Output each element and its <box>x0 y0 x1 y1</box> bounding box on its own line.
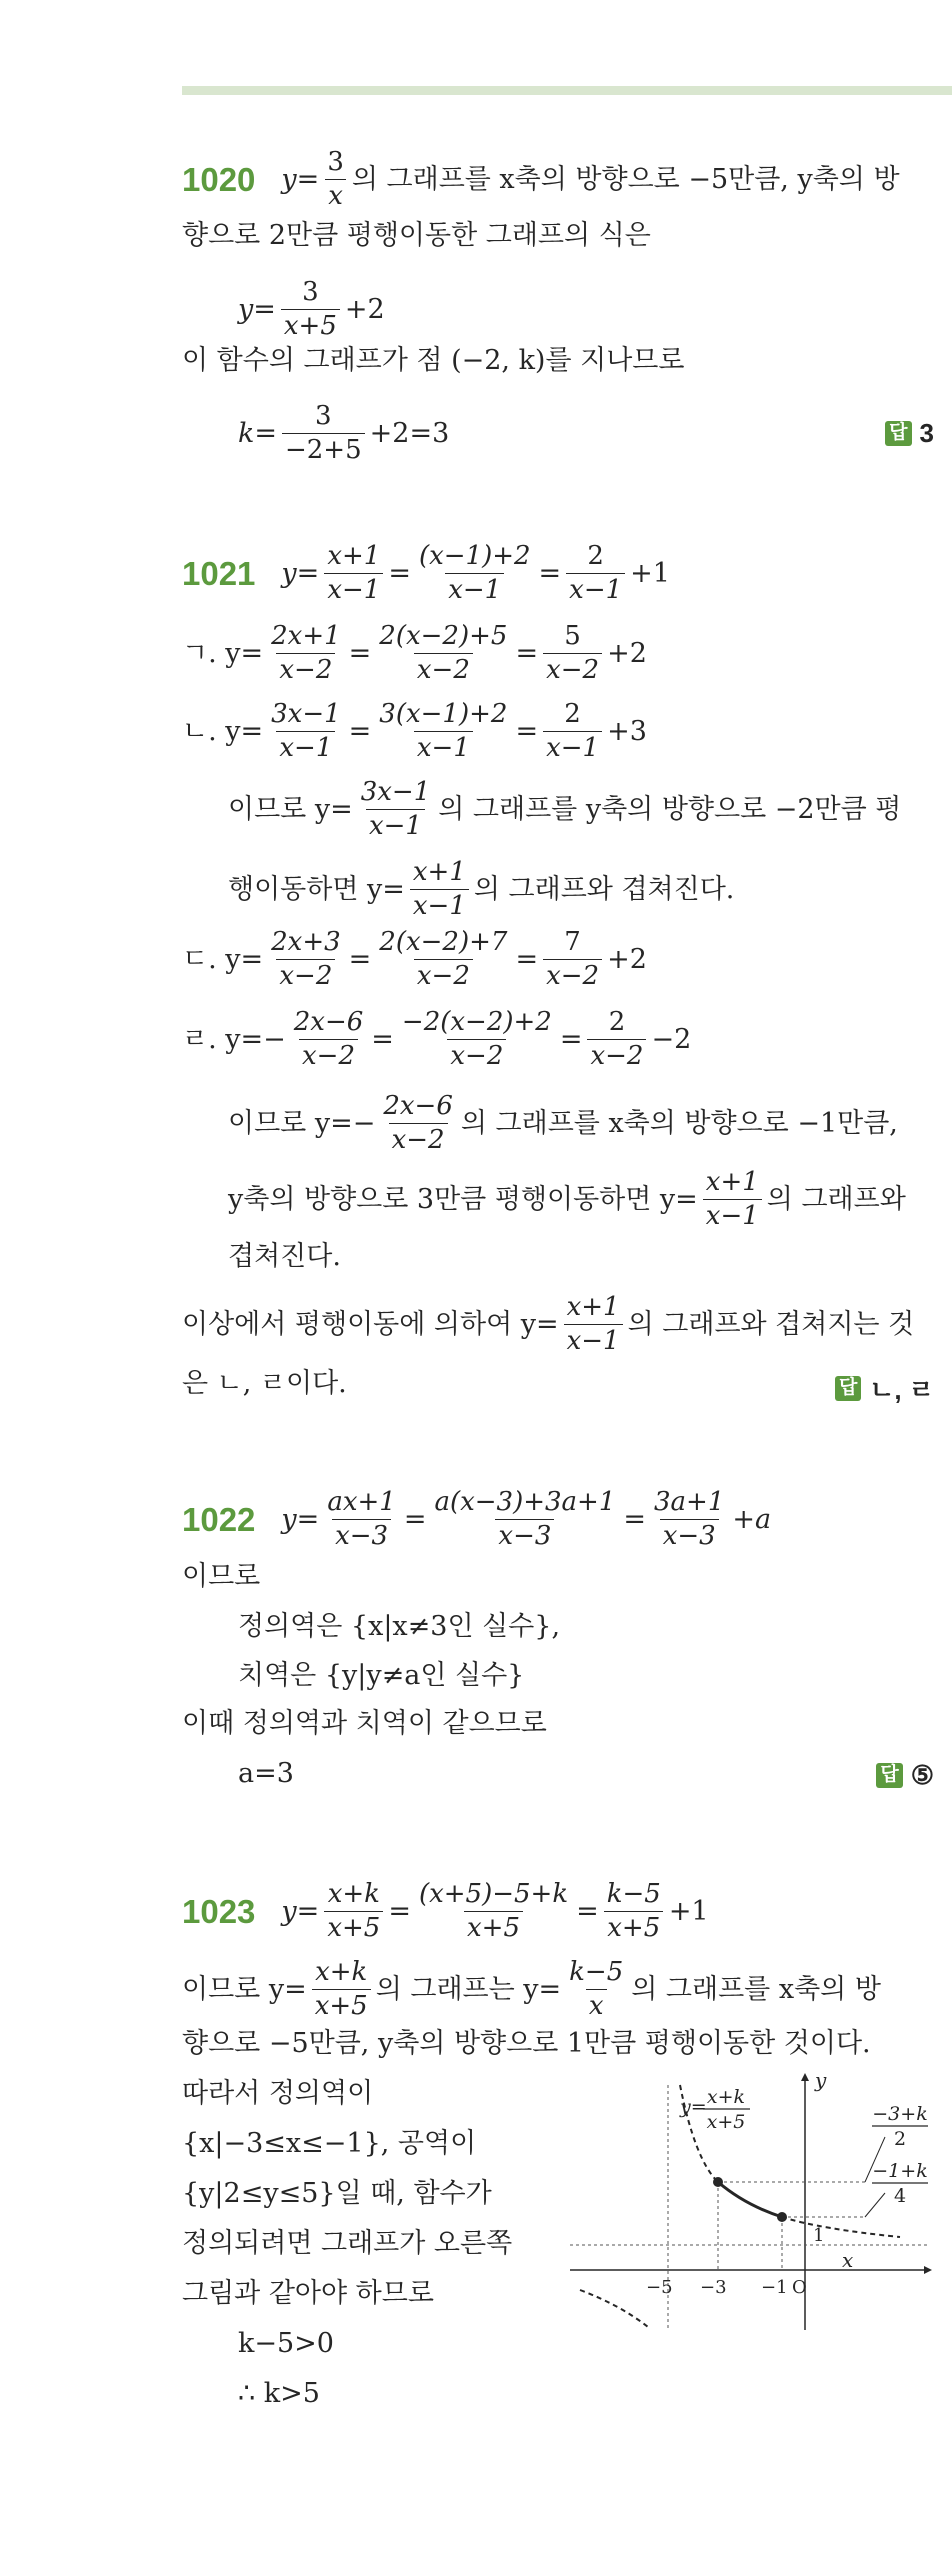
problem-number-1021: 1021 <box>182 555 256 593</box>
text: 의 그래프를 x축의 방향으로 −5만큼, y축의 방 <box>351 164 900 196</box>
text: y= <box>281 164 320 196</box>
p1021-line6: ㄷ. y= $\frac{2x+3}{x-2}$ = $\frac{2(x-2)+7}{x-2}$ = $\frac{7}{x-2}$ +2 <box>182 927 647 992</box>
p1022-line6: a=3 <box>238 1758 294 1789</box>
curve-label-denominator: x+5 <box>706 2111 746 2133</box>
origin-label: O <box>792 2277 807 2298</box>
p1023-line10: ∴ k>5 <box>238 2378 320 2409</box>
p1023-line5: {x|−3≤x≤−1}, 공역이 <box>182 2128 477 2159</box>
answer-badge: 답 <box>885 421 911 446</box>
y-axis-arrow-icon <box>801 2073 809 2081</box>
p1021-line5: 행이동하면 y= $\frac{x+1}{x-1}$ 의 그래프와 겹쳐진다. <box>228 857 735 922</box>
p1021-line1: 1021 y= $\frac{x+1}{x-1}$ = $\frac{(x-1)+2}{x-1}$ = $\frac{2}{x-1}$ +1 <box>182 541 670 606</box>
p1022-line2: 이므로 <box>182 1561 261 1592</box>
p1021-line3: ㄴ. y= $\frac{3x-1}{x-1}$ = $\frac{3(x-1)+2}{x-1}$ = $\frac{2}{x-1}$ +3 <box>182 699 647 764</box>
problem-number-1023: 1023 <box>182 1893 256 1931</box>
p1023-line9: k−5>0 <box>238 2328 334 2359</box>
p1020-line5: k= $\frac{3}{-2+5}$ +2=3 <box>238 401 450 466</box>
problem-number-1022: 1022 <box>182 1501 256 1539</box>
p1020-line2: 향으로 2만큼 평행이동한 그래프의 식은 <box>182 220 651 251</box>
endpoint-bottom <box>777 2212 787 2222</box>
fraction: $\frac{3}{x}$ <box>324 148 347 211</box>
p1021-line2: ㄱ. y= $\frac{2x+1}{x-2}$ = $\frac{2(x-2)+5}{x-2}$ = $\frac{5}{x-2}$ +2 <box>182 621 647 686</box>
answer-badge: 답 <box>835 1376 861 1401</box>
p1023-line2: 이므로 y= $\frac{x+k}{x+5}$ 의 그래프는 y= $\frac{k-5}{x}$ 의 그래프를 x축의 방 <box>182 1957 881 2022</box>
label-bottom-numerator: −1+k <box>872 2160 928 2182</box>
p1021-line4: 이므로 y= $\frac{3x-1}{x-1}$ 의 그래프를 y축의 방향으로 −2만큼 평 <box>228 777 902 842</box>
p1022-line4: 치역은 {y|y≠a인 실수} <box>238 1660 525 1691</box>
p1023-line3: 향으로 −5만큼, y축의 방향으로 1만큼 평행이동한 것이다. <box>182 2028 871 2059</box>
x-axis-arrow-icon <box>924 2266 932 2274</box>
curve-dashed-right <box>782 2217 900 2237</box>
p1021-line11: 이상에서 평행이동에 의하여 y= $\frac{x+1}{x-1}$ 의 그래프와 겹쳐지는 것 <box>182 1292 915 1357</box>
label-top-denominator: 2 <box>893 2128 907 2150</box>
curve-label-prefix: y= <box>680 2096 707 2118</box>
p1022-line1: 1022 y= $\frac{ax+1}{x-3}$ = $\frac{a(x-3)+3a+1}{x-3}$ = $\frac{3a+1}{x-3}$ +a <box>182 1487 772 1552</box>
answer-1021: 답 ㄴ, ㄹ <box>835 1370 934 1407</box>
p1021-line8: 이므로 y=− $\frac{2x-6}{x-2}$ 의 그래프를 x축의 방향으로 −1만큼, <box>228 1091 898 1156</box>
p1023-line8: 그림과 같아야 하므로 <box>182 2278 434 2309</box>
p1022-line3: 정의역은 {x|x≠3인 실수}, <box>238 1611 561 1642</box>
curve-solid-segment <box>718 2182 782 2217</box>
tick-x-minus3: −3 <box>700 2277 727 2298</box>
p1020-line1 <box>182 148 900 211</box>
p1021-line9: y축의 방향으로 3만큼 평행이동하면 y= $\frac{x+1}{x-1}$ 의 그래프와 <box>228 1167 906 1232</box>
x-axis-label: x <box>842 2248 854 2272</box>
answer-badge: 답 <box>876 1763 902 1788</box>
p1023-line1: 1023 y= $\frac{x+k}{x+5}$ = $\frac{(x+5)-5+k}{x+5}$ = $\frac{k-5}{x+5}$ +1 <box>182 1879 709 1944</box>
p1020-line4: 이 함수의 그래프가 점 (−2, k)를 지나므로 <box>182 345 685 376</box>
p1021-line7: ㄹ. y=− $\frac{2x-6}{x-2}$ = $\frac{-2(x-2)+2}{x-2}$ = $\frac{2}{x-2}$ −2 <box>182 1007 692 1072</box>
rational-function-graph <box>560 2065 940 2335</box>
fraction: $\frac{3}{x+5}$ <box>281 278 340 341</box>
p1021-line10: 겹쳐진다. <box>228 1241 341 1272</box>
problem-number-1020: 1020 <box>182 161 256 199</box>
label-bottom-denominator: 4 <box>893 2185 907 2207</box>
tick-y-1: 1 <box>813 2225 825 2246</box>
tick-x-minus5: −5 <box>646 2277 673 2298</box>
endpoint-top <box>713 2177 723 2187</box>
answer-1022: 답 ⑤ <box>876 1760 934 1791</box>
y-axis-label: y <box>815 2068 827 2092</box>
p1022-line5: 이때 정의역과 치역이 같으므로 <box>182 1708 547 1739</box>
curve-lower-branch <box>580 2290 648 2327</box>
p1023-line4: 따라서 정의역이 <box>182 2078 374 2109</box>
tick-x-minus1: −1 <box>761 2277 788 2298</box>
label-bottom-leader <box>865 2193 885 2217</box>
p1020-line3: y= $\frac{3}{x+5}$ +2 <box>238 277 385 342</box>
fraction: $\frac{3}{-2+5}$ <box>282 402 365 465</box>
p1023-line6: {y|2≤y≤5}일 때, 함수가 <box>182 2178 492 2209</box>
curve-label-numerator: x+k <box>706 2086 746 2108</box>
p1023-line7: 정의되려면 그래프가 오른쪽 <box>182 2228 513 2259</box>
answer-1020: 답 3 <box>885 418 934 449</box>
label-top-numerator: −3+k <box>872 2103 928 2125</box>
top-divider-bar <box>182 86 952 95</box>
p1021-line12: 은 ㄴ, ㄹ이다. <box>182 1368 347 1399</box>
